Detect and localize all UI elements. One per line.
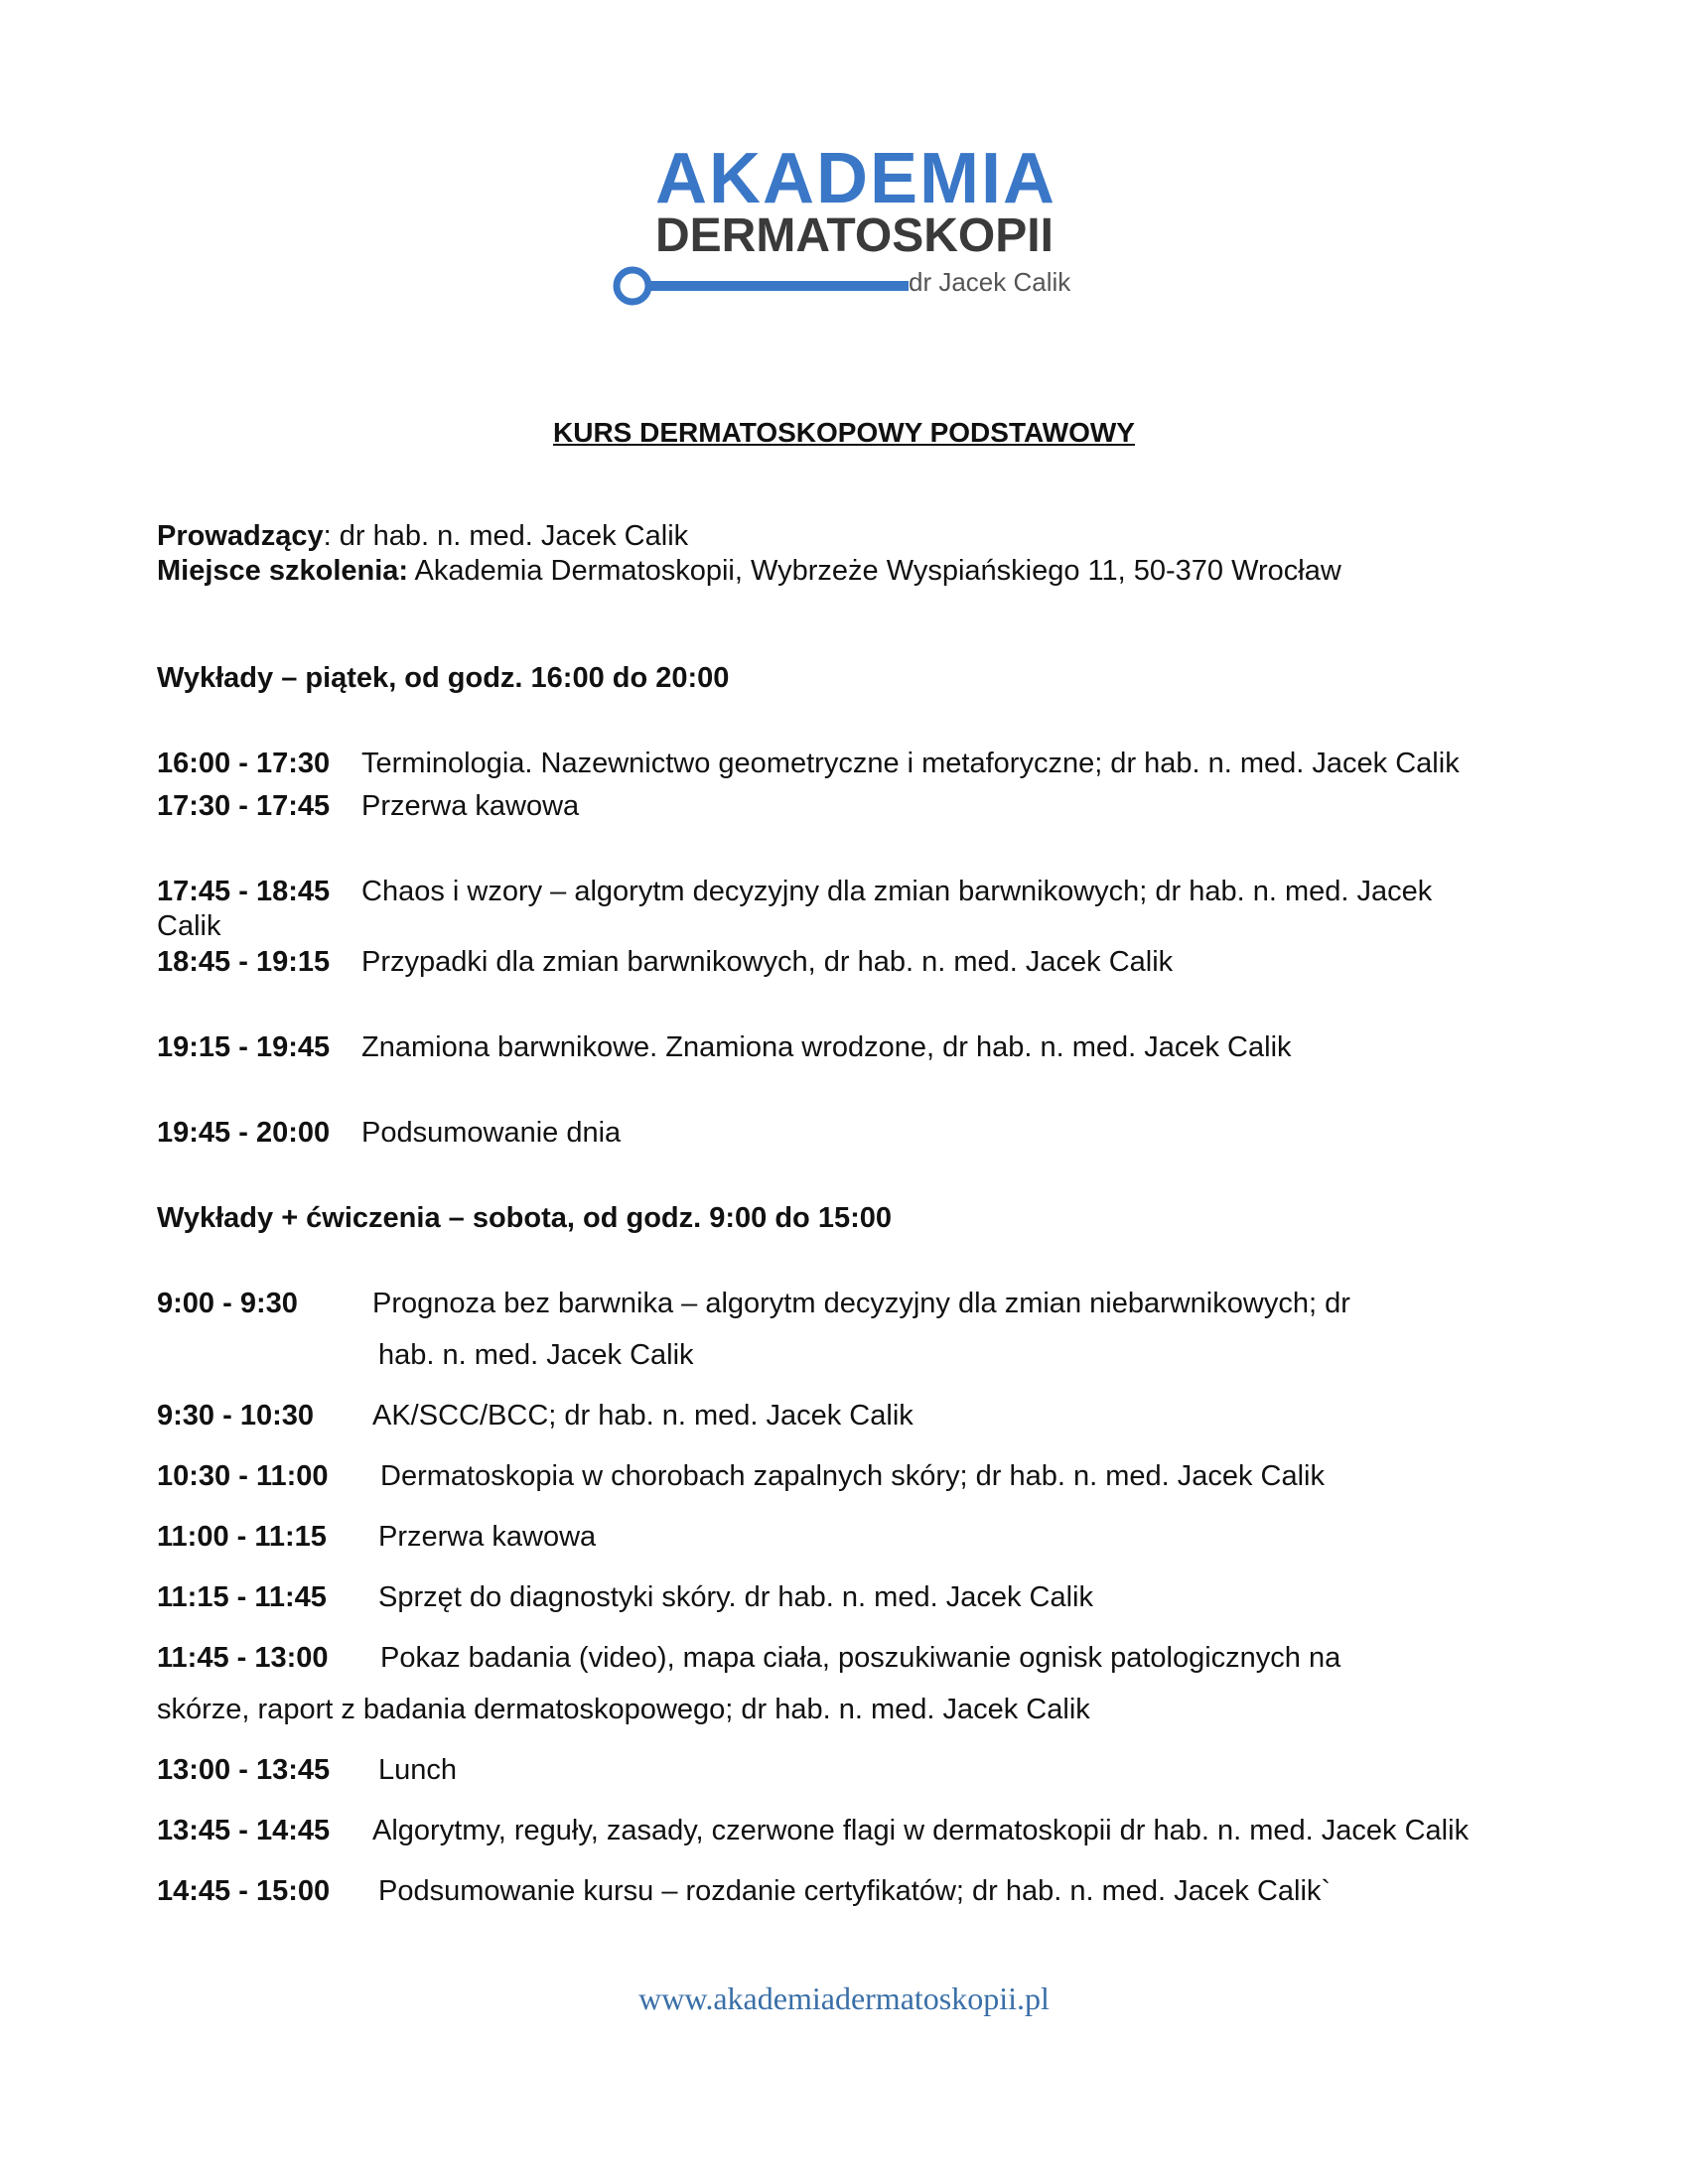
schedule-row (157, 1873, 1547, 1909)
schedule-row (157, 788, 1547, 824)
schedule-row (157, 1813, 1547, 1848)
row-text: Lunch (378, 1754, 458, 1786)
schedule-row (157, 746, 1547, 781)
row-time: 19:45 - 20:00 (157, 1117, 331, 1149)
row-text: AK/SCC/BCC; dr hab. n. med. Jacek Calik (372, 1400, 914, 1432)
row-continuation: Calik (157, 910, 221, 942)
row-time: 9:30 - 10:30 (157, 1400, 314, 1432)
row-text: Przerwa kawowa (361, 790, 580, 822)
schedule-row (157, 1458, 1547, 1494)
row-time: 13:45 - 14:45 (157, 1815, 331, 1846)
schedule-row (157, 1115, 1547, 1151)
row-continuation: hab. n. med. Jacek Calik (378, 1339, 694, 1371)
schedule-row (157, 1752, 1547, 1788)
schedule-row (157, 1519, 1547, 1555)
row-text: Znamiona barwnikowe. Znamiona wrodzone, dr hab. n. med. Jacek Calik (361, 1031, 1292, 1063)
row-time: 16:00 - 17:30 (157, 748, 331, 779)
row-text: Prognoza bez barwnika – algorytm decyzyjny dla zmian niebarwnikowych; dr (372, 1288, 1350, 1319)
row-time: 11:00 - 11:15 (157, 1521, 327, 1553)
schedule-row (157, 944, 1547, 980)
row-time: 19:15 - 19:45 (157, 1031, 331, 1063)
place-line (157, 553, 1547, 589)
row-time: 18:45 - 19:15 (157, 946, 331, 978)
lecturer-value: : dr hab. n. med. Jacek Calik (323, 520, 689, 552)
row-text: Chaos i wzory – algorytm decyzyjny dla zmian barwnikowych; dr hab. n. med. Jacek (361, 876, 1433, 907)
row-text: Pokaz badania (video), mapa ciała, poszukiwanie ognisk patologicznych na (380, 1642, 1341, 1674)
row-time: 14:45 - 15:00 (157, 1875, 331, 1907)
row-continuation: skórze, raport z badania dermatoskopowego; dr hab. n. med. Jacek Calik (157, 1694, 1090, 1725)
logo-line2: DERMATOSKOPII (655, 209, 1054, 262)
document-title: KURS DERMATOSKOPOWY PODSTAWOWY (553, 417, 1135, 448)
place-label: Miejsce szkolenia: (157, 555, 409, 587)
schedule-row (157, 1286, 1547, 1321)
row-time: 17:30 - 17:45 (157, 790, 331, 822)
saturday-heading: Wykłady + ćwiczenia – sobota, od godz. 9:00 do 15:00 (157, 1202, 892, 1234)
logo-subtitle: dr Jacek Calik (909, 267, 1071, 297)
row-text: Sprzęt do diagnostyki skóry. dr hab. n. med. Jacek Calik (378, 1581, 1093, 1613)
schedule-row (157, 874, 1547, 909)
row-time: 11:45 - 13:00 (157, 1642, 329, 1674)
row-text: Przypadki dla zmian barwnikowych, dr hab. n. med. Jacek Calik (361, 946, 1174, 978)
schedule-row (157, 1640, 1547, 1676)
lecturer-line (157, 518, 1547, 554)
schedule-row (157, 1029, 1547, 1065)
row-time: 11:15 - 11:45 (157, 1581, 327, 1613)
row-text: Podsumowanie dnia (361, 1117, 622, 1149)
schedule-row (157, 1398, 1547, 1433)
row-text: Dermatoskopia w chorobach zapalnych skóry; dr hab. n. med. Jacek Calik (380, 1460, 1325, 1492)
logo (596, 139, 1092, 308)
row-time: 9:00 - 9:30 (157, 1288, 298, 1319)
row-text: Terminologia. Nazewnictwo geometryczne i metaforyczne; dr hab. n. med. Jacek Calik (361, 748, 1460, 779)
schedule-row (157, 1579, 1547, 1615)
friday-heading: Wykłady – piątek, od godz. 16:00 do 20:00 (157, 662, 730, 694)
lecturer-label: Prowadzący (157, 520, 324, 552)
logo-line1: AKADEMIA (655, 139, 1056, 218)
website-link[interactable]: www.akademiadermatoskopii.pl (638, 1980, 1050, 2016)
row-time: 17:45 - 18:45 (157, 876, 331, 907)
row-text: Przerwa kawowa (378, 1521, 597, 1553)
row-time: 13:00 - 13:45 (157, 1754, 331, 1786)
row-text: Podsumowanie kursu – rozdanie certyfikatów; dr hab. n. med. Jacek Calik` (378, 1875, 1332, 1907)
row-text: Algorytmy, reguły, zasady, czerwone flagi w dermatoskopii dr hab. n. med. Jacek Calik (372, 1815, 1470, 1846)
place-value: Akademia Dermatoskopii, Wybrzeże Wyspiańskiego 11, 50-370 Wrocław (408, 555, 1341, 587)
dermatoscope-icon (611, 264, 909, 308)
row-time: 10:30 - 11:00 (157, 1460, 329, 1492)
